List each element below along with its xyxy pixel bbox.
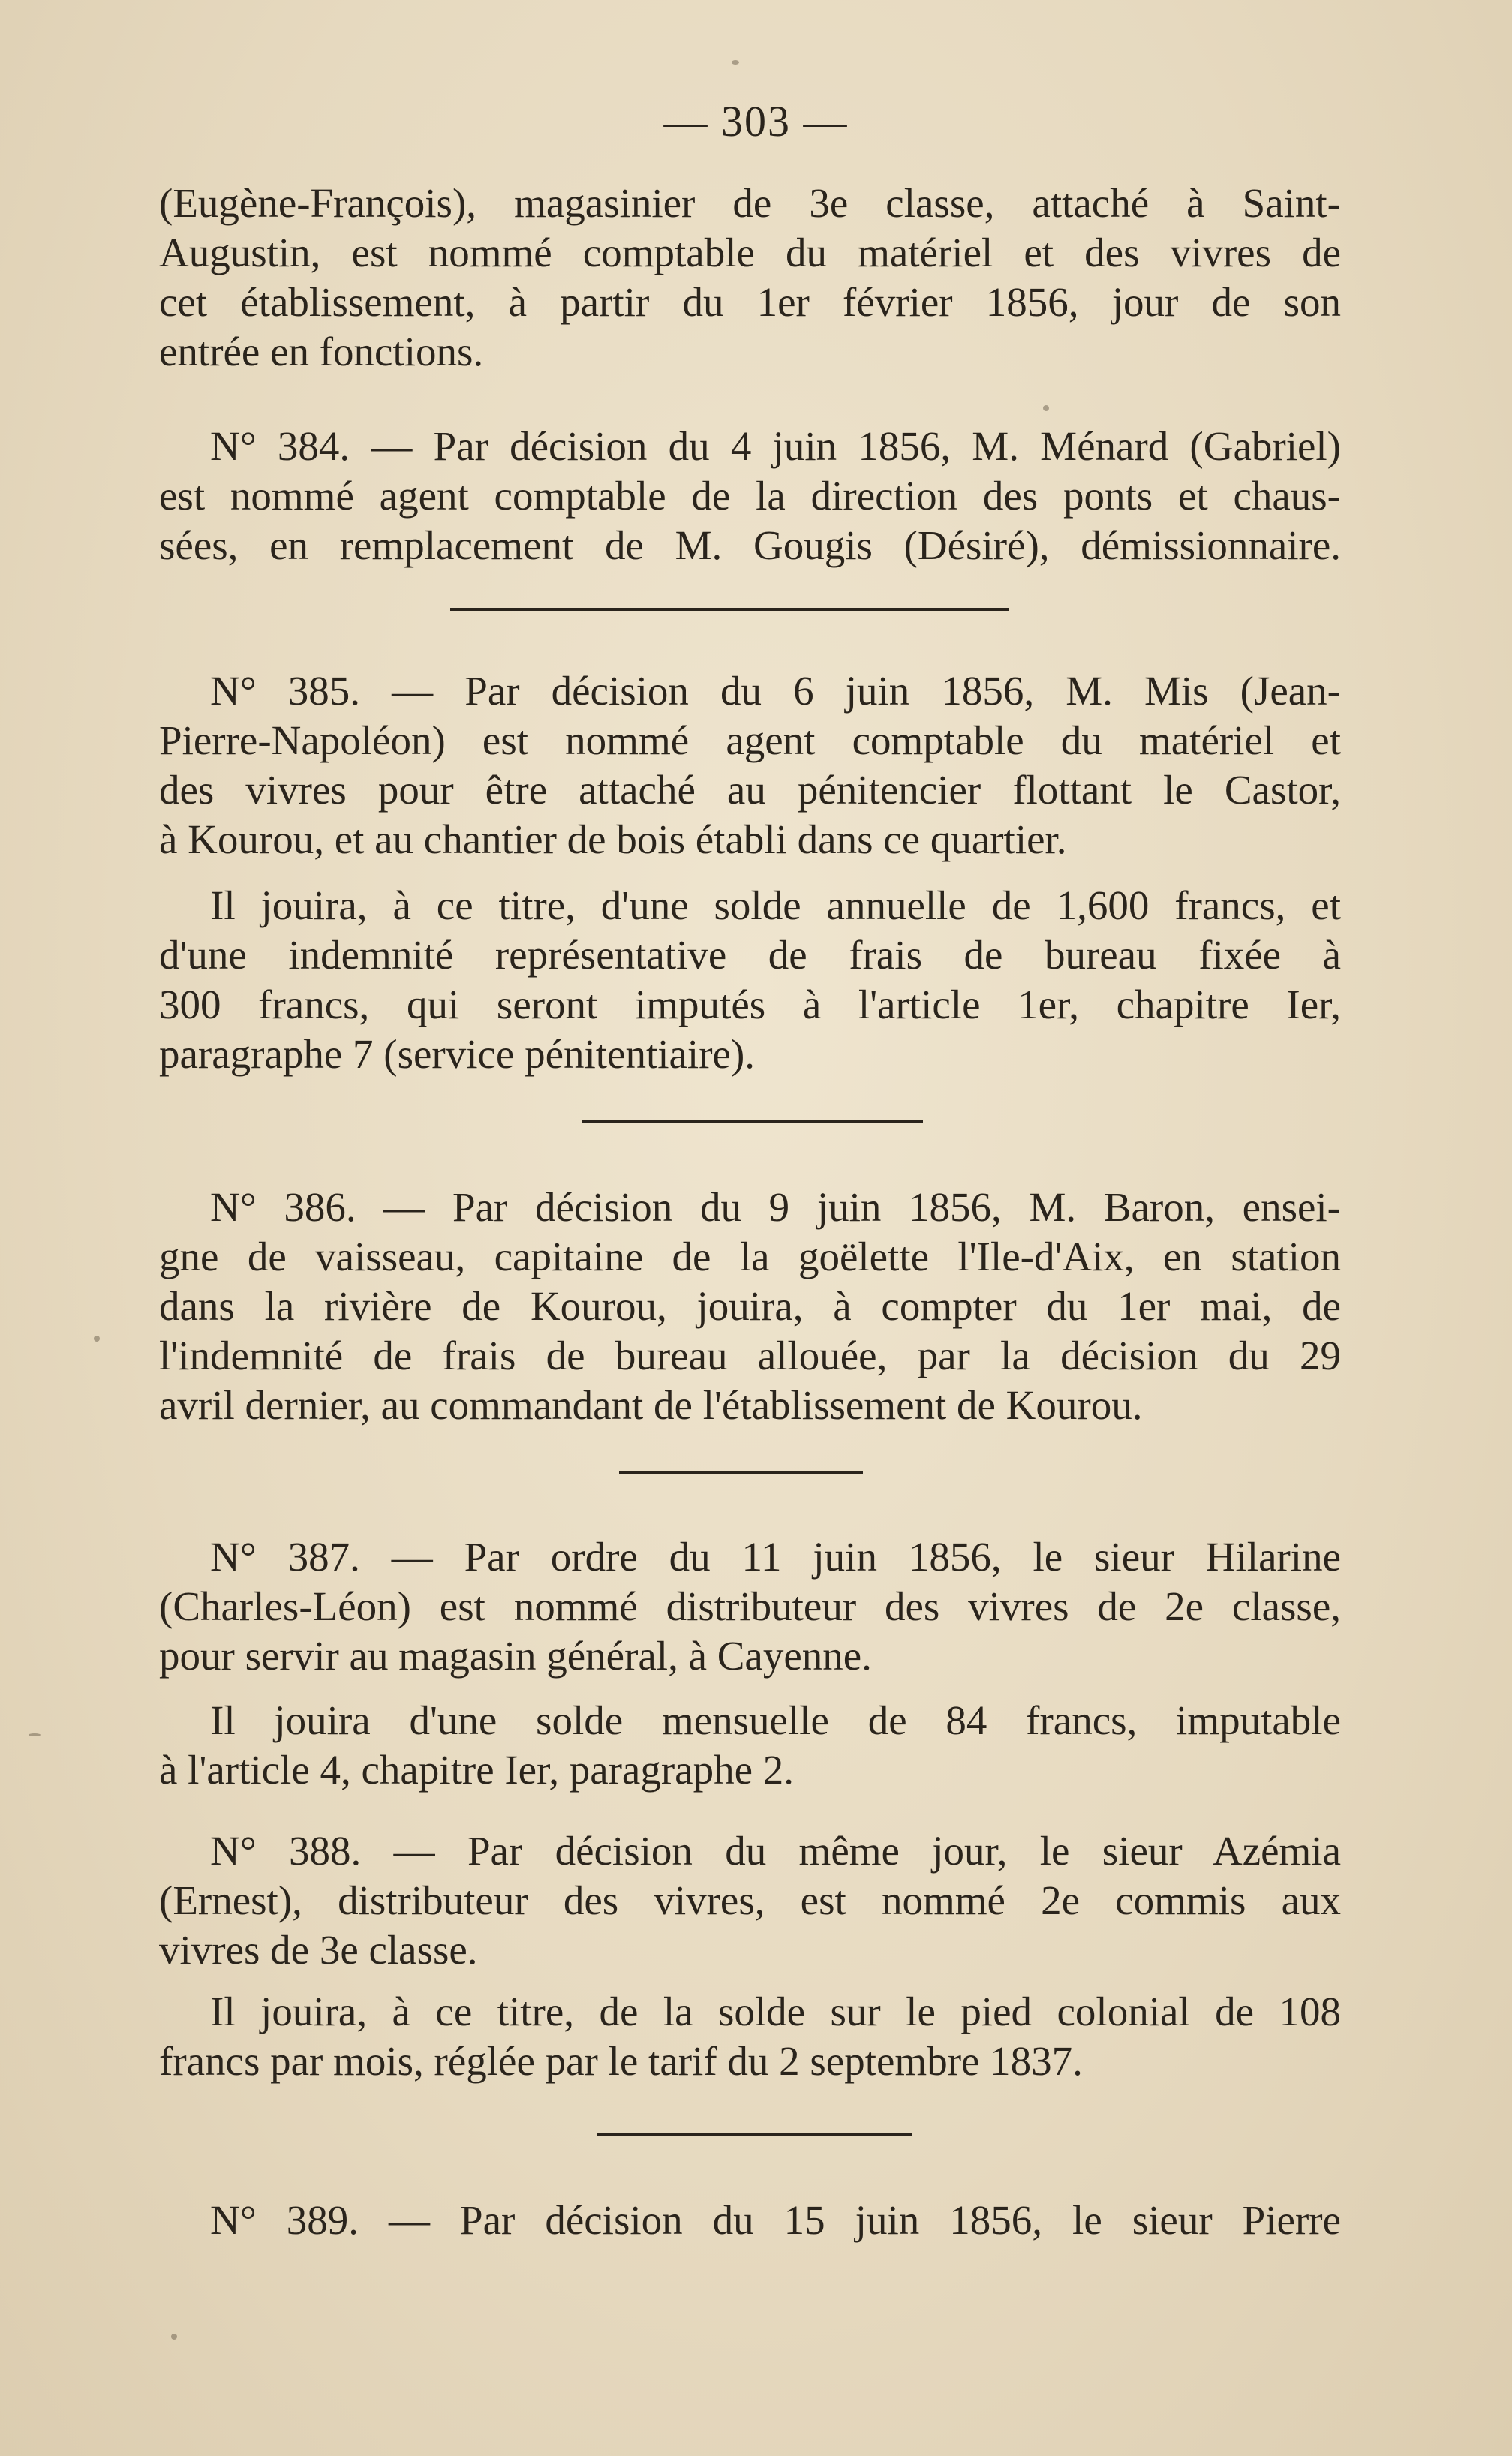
text-line: vivres de 3e classe.	[159, 1927, 478, 1973]
text-line: Pierre-Napoléon) est nommé agent comptable du matériel et	[159, 717, 1341, 763]
text-line: (Charles-Léon) est nommé distributeur des vivres de 2e classe,	[159, 1583, 1341, 1629]
text-line: N° 387. — Par ordre du 11 juin 1856, le sieur Hilarine	[210, 1534, 1341, 1580]
text-line: entrée en fonctions.	[159, 329, 484, 374]
text-line: pour servir au magasin général, à Cayenne.	[159, 1633, 872, 1679]
paragraph-387	[159, 1532, 1341, 1681]
paper-speck	[732, 60, 739, 65]
text-line: Augustin, est nommé comptable du matériel et des vivres de	[159, 230, 1341, 275]
separator-rule	[597, 2133, 912, 2136]
paper-speck	[1043, 405, 1049, 411]
text-line: dans la rivière de Kourou, jouira, à compter du 1er mai, de	[159, 1283, 1341, 1329]
separator-rule	[450, 608, 1009, 611]
text-line: avril dernier, au commandant de l'établissement de Kourou.	[159, 1382, 1143, 1428]
page-number: — 303 —	[663, 97, 849, 146]
text-line: est nommé agent comptable de la direction des ponts et chaus-	[159, 473, 1341, 519]
paragraph-384	[159, 422, 1341, 570]
paper-speck	[29, 1733, 41, 1736]
text-line: 300 francs, qui seront imputés à l'article 1er, chapitre Ier,	[159, 981, 1341, 1027]
text-line: gne de vaisseau, capitaine de la goëlette l'Ile-d'Aix, en station	[159, 1234, 1341, 1279]
paragraph-387-cont	[159, 1696, 1341, 1795]
paper-speck	[94, 1336, 100, 1342]
paragraph-continuation	[159, 179, 1341, 377]
text-line: N° 385. — Par décision du 6 juin 1856, M. Mis (Jean-	[210, 668, 1341, 714]
text-line: cet établissement, à partir du 1er février 1856, jour de son	[159, 279, 1341, 325]
paragraph-389	[159, 2196, 1341, 2245]
text-line: francs par mois, réglée par le tarif du 2 septembre 1837.	[159, 2038, 1083, 2084]
text-line: Il jouira, à ce titre, de la solde sur le pied colonial de 108	[210, 1989, 1341, 2034]
separator-rule	[582, 1120, 923, 1123]
text-line: N° 384. — Par décision du 4 juin 1856, M. Ménard (Gabriel)	[210, 423, 1341, 469]
paragraph-388	[159, 1826, 1341, 1975]
paragraph-388-cont	[159, 1987, 1341, 2086]
text-line: N° 388. — Par décision du même jour, le sieur Azémia	[210, 1828, 1341, 1874]
paragraph-385	[159, 666, 1341, 864]
text-line: d'une indemnité représentative de frais de bureau fixée à	[159, 932, 1341, 978]
separator-rule	[619, 1471, 863, 1474]
text-line: (Eugène-François), magasinier de 3e classe, attaché à Saint-	[159, 180, 1341, 226]
text-line: paragraphe 7 (service pénitentiaire).	[159, 1031, 756, 1077]
paper-speck	[171, 2334, 177, 2340]
text-line: N° 386. — Par décision du 9 juin 1856, M. Baron, ensei-	[210, 1184, 1341, 1230]
text-line: sées, en remplacement de M. Gougis (Désiré), démissionnaire.	[159, 522, 1341, 568]
paragraph-385-cont	[159, 881, 1341, 1079]
text-line: Il jouira, à ce titre, d'une solde annuelle de 1,600 francs, et	[210, 882, 1341, 928]
text-line: (Ernest), distributeur des vivres, est nommé 2e commis aux	[159, 1877, 1341, 1923]
text-line: Il jouira d'une solde mensuelle de 84 francs, imputable	[210, 1697, 1341, 1743]
text-line: l'indemnité de frais de bureau allouée, par la décision du 29	[159, 1333, 1341, 1378]
text-line: N° 389. — Par décision du 15 juin 1856, le sieur Pierre	[210, 2197, 1341, 2243]
text-line: à l'article 4, chapitre Ier, paragraphe 2.	[159, 1747, 794, 1793]
text-line: à Kourou, et au chantier de bois établi dans ce quartier.	[159, 816, 1067, 862]
paragraph-386	[159, 1183, 1341, 1430]
text-line: des vivres pour être attaché au pénitencier flottant le Castor,	[159, 767, 1341, 813]
